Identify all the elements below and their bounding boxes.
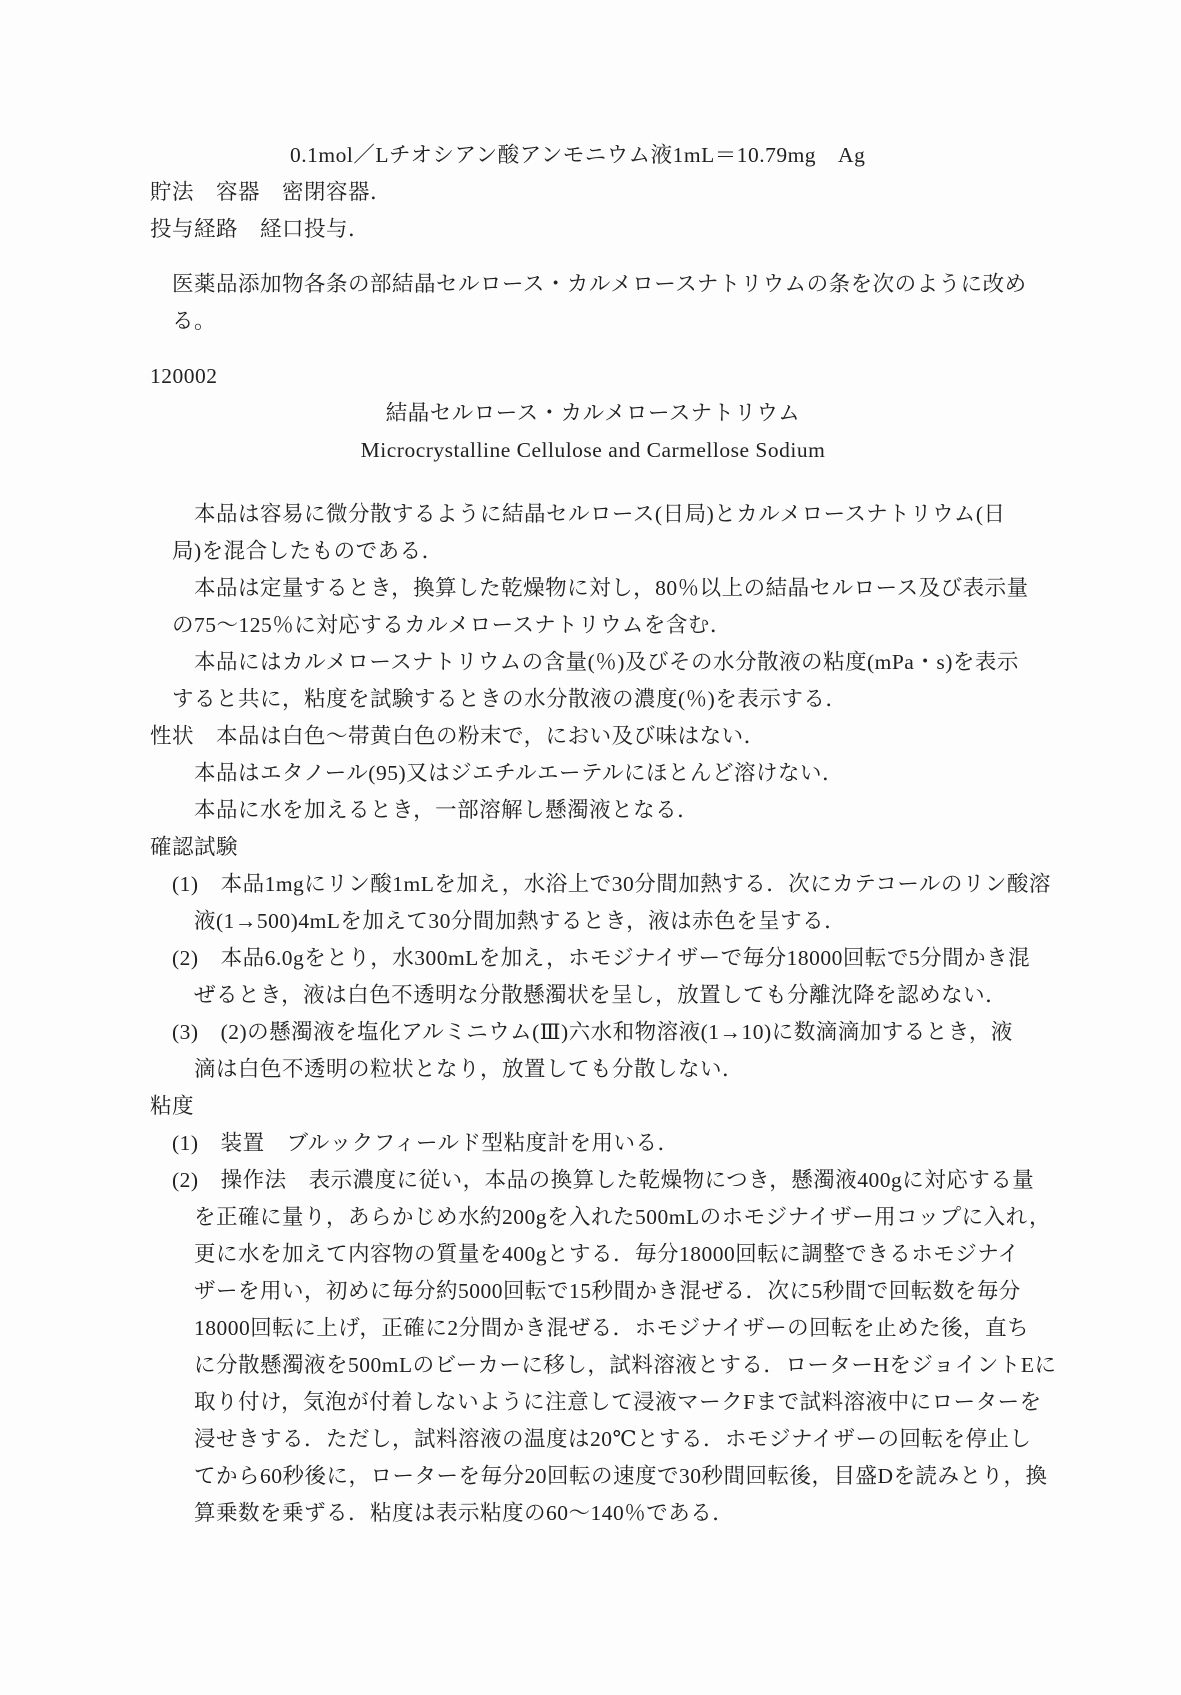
monograph-title-en: Microcrystalline Cellulose and Carmellose Sodium bbox=[360, 438, 826, 462]
viscosity-procedure-line-10: 算乗数を乗ずる．粘度は表示粘度の60〜140％である． bbox=[194, 1501, 735, 1525]
labeling-line-1: 本品にはカルメロースナトリウムの含量(％)及びその水分散液の粘度(mPa・s)を表示 bbox=[194, 650, 1019, 674]
viscosity-procedure-line-6: に分散懸濁液を500mLのビーカーに移し，試料溶液とする．ローターHをジョイントEに bbox=[194, 1353, 1057, 1377]
section-identification: 確認試験 bbox=[150, 835, 239, 859]
viscosity-procedure-line-9: てから60秒後に，ローターを毎分20回転の速度で30秒間回転後，目盛Dを読みとり，換 bbox=[194, 1464, 1048, 1488]
identification-1-line-1: (1) 本品1mgにリン酸1mLを加え，水浴上で30分間加熱する．次にカテコールのリン酸溶 bbox=[172, 872, 1051, 896]
assay-range-line-1: 本品は定量するとき，換算した乾燥物に対し，80％以上の結晶セルロース及び表示量 bbox=[194, 576, 1029, 600]
viscosity-procedure-line-3: 更に水を加えて内容物の質量を400gとする．毎分18000回転に調整できるホモジナイ bbox=[194, 1242, 1020, 1266]
description-line-2: 局)を混合したものである． bbox=[172, 539, 444, 563]
assay-range-line-2: の75〜125％に対応するカルメロースナトリウムを含む． bbox=[172, 613, 732, 637]
viscosity-procedure-line-1: (2) 操作法 表示濃度に従い，本品の換算した乾燥物につき，懸濁液400gに対応する量 bbox=[172, 1168, 1035, 1192]
section-viscosity: 粘度 bbox=[150, 1094, 195, 1118]
titer-statement-line: 0.1mol／Lチオシアン酸アンモニウム液1mL＝10.79mg Ag bbox=[290, 143, 866, 167]
identification-2-line-2: ぜるとき，液は白色不透明な分散懸濁状を呈し，放置しても分離沈降を認めない． bbox=[194, 983, 1008, 1007]
identification-1-line-2: 液(1→500)4mLを加えて30分間加熱するとき，液は赤色を呈する． bbox=[194, 909, 847, 933]
amendment-sentence-line-2: る。 bbox=[172, 309, 217, 333]
viscosity-procedure-line-5: 18000回転に上げ，正確に2分間かき混ぜる．ホモジナイザーの回転を止めた後，直ち bbox=[194, 1316, 1030, 1340]
monograph-title-ja: 結晶セルロース・カルメロースナトリウム bbox=[385, 401, 801, 425]
labeling-line-2: すると共に，粘度を試験するときの水分散液の濃度(％)を表示する． bbox=[172, 687, 848, 711]
viscosity-procedure-line-2: を正確に量り，あらかじめ水約200gを入れた500mLのホモジナイザー用コップに入れ， bbox=[194, 1205, 1051, 1229]
identification-3-line-1: (3) (2)の懸濁液を塩化アルミニウム(Ⅲ)六水和物溶液(1→10)に数滴滴加するとき，液 bbox=[172, 1020, 1013, 1044]
viscosity-procedure-line-4: ザーを用い，初めに毎分約5000回転で15秒間かき混ぜる．次に5秒間で回転数を毎分 bbox=[194, 1279, 1021, 1303]
identification-3-line-2: 滴は白色不透明の粒状となり，放置しても分散しない． bbox=[194, 1057, 745, 1081]
properties-line: 性状 本品は白色〜帯黄白色の粉末で，におい及び味はない． bbox=[150, 724, 766, 748]
administration-route-line: 投与経路 経口投与． bbox=[150, 217, 371, 241]
monograph-number: 120002 bbox=[150, 364, 218, 388]
identification-2-line-1: (2) 本品6.0gをとり，水300mLを加え，ホモジナイザーで毎分18000回転で5分間かき混 bbox=[172, 946, 1031, 970]
storage-line: 貯法 容器 密閉容器． bbox=[150, 180, 393, 204]
description-line-1: 本品は容易に微分散するように結晶セルロース(日局)とカルメロースナトリウム(日 bbox=[194, 502, 1006, 526]
solubility-line: 本品はエタノール(95)又はジエチルエーテルにほとんど溶けない． bbox=[194, 761, 844, 785]
viscosity-procedure-line-8: 浸せきする．ただし，試料溶液の温度は20℃とする．ホモジナイザーの回転を停止し bbox=[194, 1427, 1032, 1451]
water-suspension-line: 本品に水を加えるとき，一部溶解し懸濁液となる． bbox=[194, 798, 700, 822]
amendment-sentence-line-1: 医薬品添加物各条の部結晶セルロース・カルメロースナトリウムの条を次のように改め bbox=[172, 272, 1027, 296]
viscosity-procedure-line-7: 取り付け，気泡が付着しないように注意して浸液マークFまで試料溶液中にローターを bbox=[194, 1390, 1042, 1414]
viscosity-apparatus-line: (1) 装置 ブルックフィールド型粘度計を用いる． bbox=[172, 1131, 680, 1155]
